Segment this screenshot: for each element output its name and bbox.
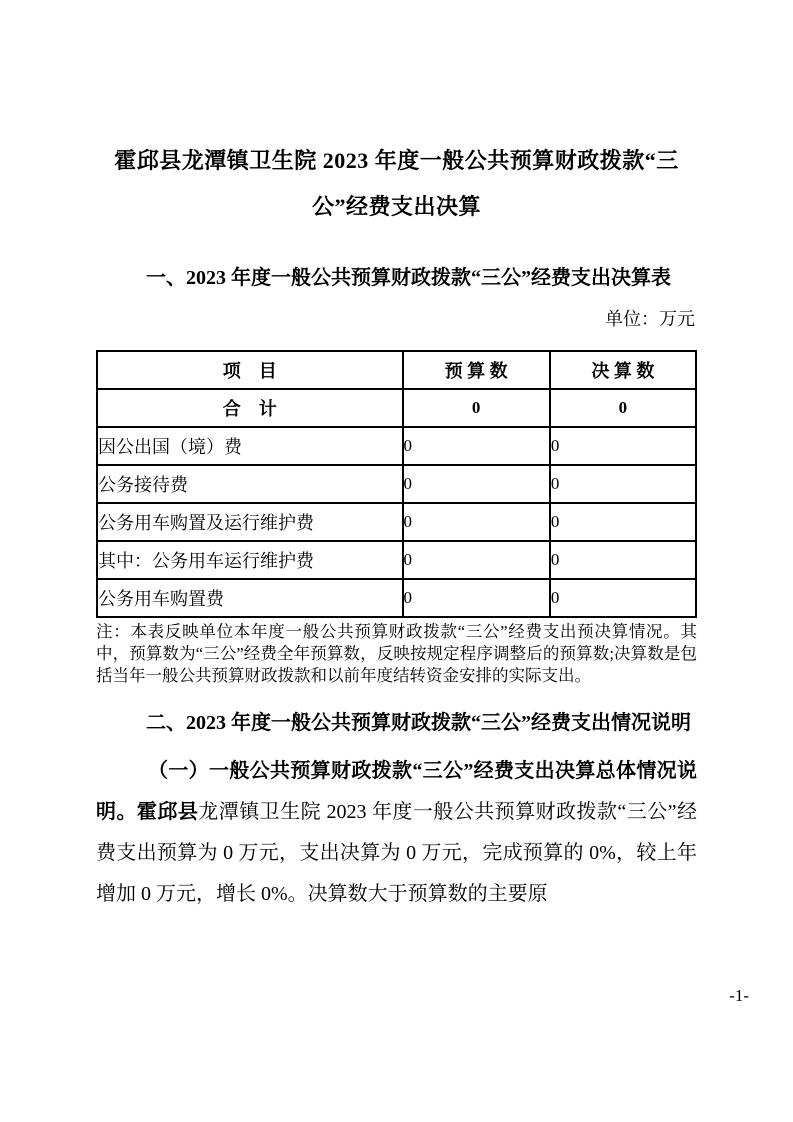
table-note: 注：本表反映单位本年度一般公共预算财政拨款“三公”经费支出预决算情况。其中，预算数为“三公”经费全年预算数，反映按规定程序调整后的预算数;决算数是包括当年一般公共预算财政拨款和以前年度结转资金安排的实际支出。 (96, 622, 697, 685)
section2-heading: 二、2023 年度一般公共预算财政拨款“三公”经费支出情况说明 (146, 712, 691, 734)
row-budget-value: 0 (403, 541, 550, 579)
paragraph-overview (96, 751, 697, 915)
row-label: 其中：公务用车运行维护费 (97, 541, 403, 579)
table-row (97, 427, 696, 465)
page-number: -1- (729, 986, 749, 1005)
row-budget-value: 0 (403, 503, 550, 541)
row-budget-value: 0 (403, 465, 550, 503)
table-row (97, 579, 696, 617)
row-final-value: 0 (550, 427, 696, 465)
unit-label: 单位：万元 (605, 309, 695, 329)
table-row (97, 465, 696, 503)
row-budget-value: 0 (403, 427, 550, 465)
row-final-value: 0 (550, 389, 696, 427)
row-final-value: 0 (550, 541, 696, 579)
document-title: 霍邱县龙潭镇卫生院 2023 年度一般公共预算财政拨款“三公”经费支出决算 (114, 148, 679, 219)
row-label: 公务用车购置费 (97, 579, 403, 617)
row-final-value: 0 (550, 503, 696, 541)
row-budget-value: 0 (403, 389, 550, 427)
row-label: 因公出国（境）费 (97, 427, 403, 465)
paragraph-overview-lead: （一）一般公共预算财政拨款“三公”经费支出决算总体情况说明。霍邱县 (96, 760, 697, 823)
col-header-budget: 预 算 数 (403, 351, 550, 389)
row-label: 公务接待费 (97, 465, 403, 503)
col-header-final: 决 算 数 (550, 351, 696, 389)
table-header-row (97, 351, 696, 389)
col-header-item: 项 目 (97, 351, 403, 389)
row-label: 公务用车购置及运行维护费 (97, 503, 403, 541)
table-row-total (97, 389, 696, 427)
row-final-value: 0 (550, 579, 696, 617)
row-label: 合 计 (97, 389, 403, 427)
table-row (97, 503, 696, 541)
paragraph-overview-body: 龙潭镇卫生院 2023 年度一般公共预算财政拨款“三公”经费支出预算为 0 万元，支出决算为 0 万元，完成预算的 0%，较上年增加 0 万元，增长 0%。决算数大于预算数的主要原 (96, 801, 698, 905)
row-final-value: 0 (550, 465, 696, 503)
budget-table (96, 350, 697, 618)
table-row (97, 541, 696, 579)
row-budget-value: 0 (403, 579, 550, 617)
section1-heading: 一、2023 年度一般公共预算财政拨款“三公”经费支出决算表 (146, 267, 671, 289)
